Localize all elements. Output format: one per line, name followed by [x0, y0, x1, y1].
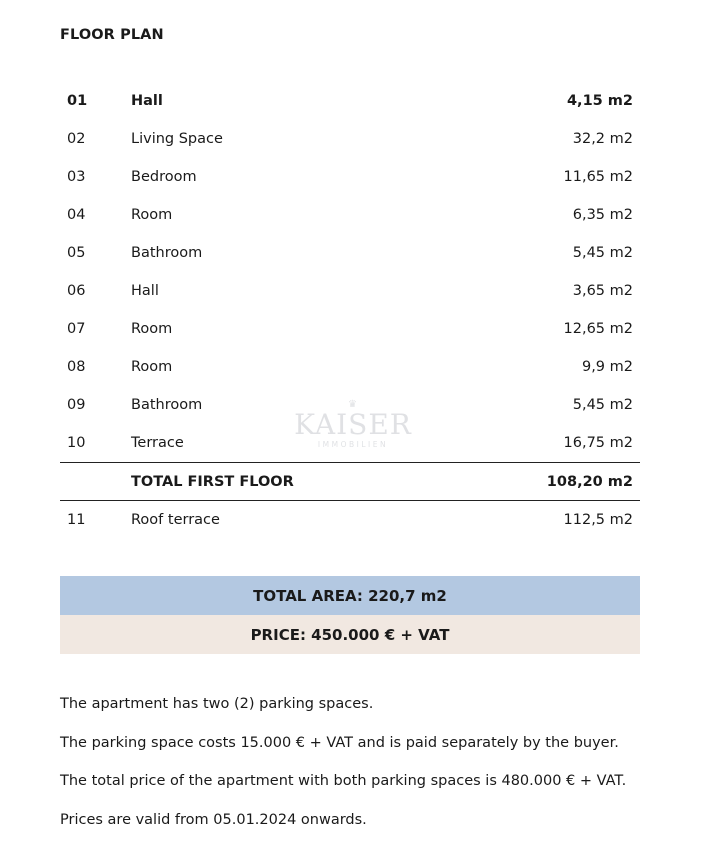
room-area: 9,9 m2 — [581, 359, 633, 375]
room-number: 07 — [67, 321, 86, 337]
watermark-sub: IMMOBILIEN — [317, 440, 389, 449]
room-name: Bathroom — [131, 397, 203, 413]
total-first-floor-area: 108,20 m2 — [546, 473, 633, 490]
room-area: 112,5 m2 — [563, 512, 633, 528]
parking-cost-note: The parking space costs 15.000 € + VAT and is paid separately by the buyer. — [60, 735, 619, 751]
room-name: Roof terrace — [131, 512, 220, 528]
room-number: 04 — [67, 207, 86, 223]
room-area: 12,65 m2 — [563, 321, 633, 337]
room-name: Room — [131, 207, 173, 223]
total-first-floor-row — [60, 462, 640, 501]
table-row-roof — [60, 501, 640, 539]
room-name: Hall — [131, 93, 163, 109]
table-row — [60, 234, 640, 272]
room-name: Living Space — [131, 131, 223, 147]
total-area-band: TOTAL AREA: 220,7 m2 — [60, 576, 640, 615]
room-name: Bathroom — [131, 245, 203, 261]
room-number: 09 — [67, 397, 86, 413]
table-row — [60, 120, 640, 158]
room-number: 08 — [67, 359, 86, 375]
table-row — [60, 424, 640, 462]
room-number: 06 — [67, 283, 86, 299]
table-row — [60, 82, 640, 120]
table-row — [60, 272, 640, 310]
room-number: 02 — [67, 131, 86, 147]
room-area: 11,65 m2 — [563, 169, 633, 185]
table-row — [60, 158, 640, 196]
table-row — [60, 310, 640, 348]
crown-icon: ♛ — [348, 399, 358, 410]
room-area: 5,45 m2 — [572, 245, 633, 261]
room-number: 11 — [67, 512, 86, 528]
room-area: 6,35 m2 — [572, 207, 633, 223]
parking-note: The apartment has two (2) parking spaces. — [60, 696, 374, 712]
room-number: 05 — [67, 245, 86, 261]
floor-plan-table — [60, 82, 640, 539]
room-number: 03 — [67, 169, 86, 185]
room-area: 32,2 m2 — [572, 131, 633, 147]
table-row — [60, 386, 640, 424]
room-area: 16,75 m2 — [563, 435, 633, 451]
room-name: Room — [131, 359, 173, 375]
table-row — [60, 196, 640, 234]
price-band: PRICE: 450.000 € + VAT — [60, 615, 640, 654]
room-area: 5,45 m2 — [572, 397, 633, 413]
room-area: 3,65 m2 — [572, 283, 633, 299]
total-price-note: The total price of the apartment with both parking spaces is 480.000 € + VAT. — [60, 773, 627, 789]
watermark-word: KAISER — [294, 408, 412, 441]
total-first-floor-label: TOTAL FIRST FLOOR — [131, 473, 294, 490]
room-name: Bedroom — [131, 169, 197, 185]
room-number: 10 — [67, 435, 86, 451]
page-title: FLOOR PLAN — [60, 27, 164, 43]
room-number: 01 — [67, 93, 88, 109]
validity-note: Prices are valid from 05.01.2024 onwards. — [60, 812, 367, 828]
room-name: Room — [131, 321, 173, 337]
room-name: Terrace — [131, 435, 184, 451]
room-name: Hall — [131, 283, 159, 299]
room-area: 4,15 m2 — [566, 93, 633, 109]
table-row — [60, 348, 640, 386]
